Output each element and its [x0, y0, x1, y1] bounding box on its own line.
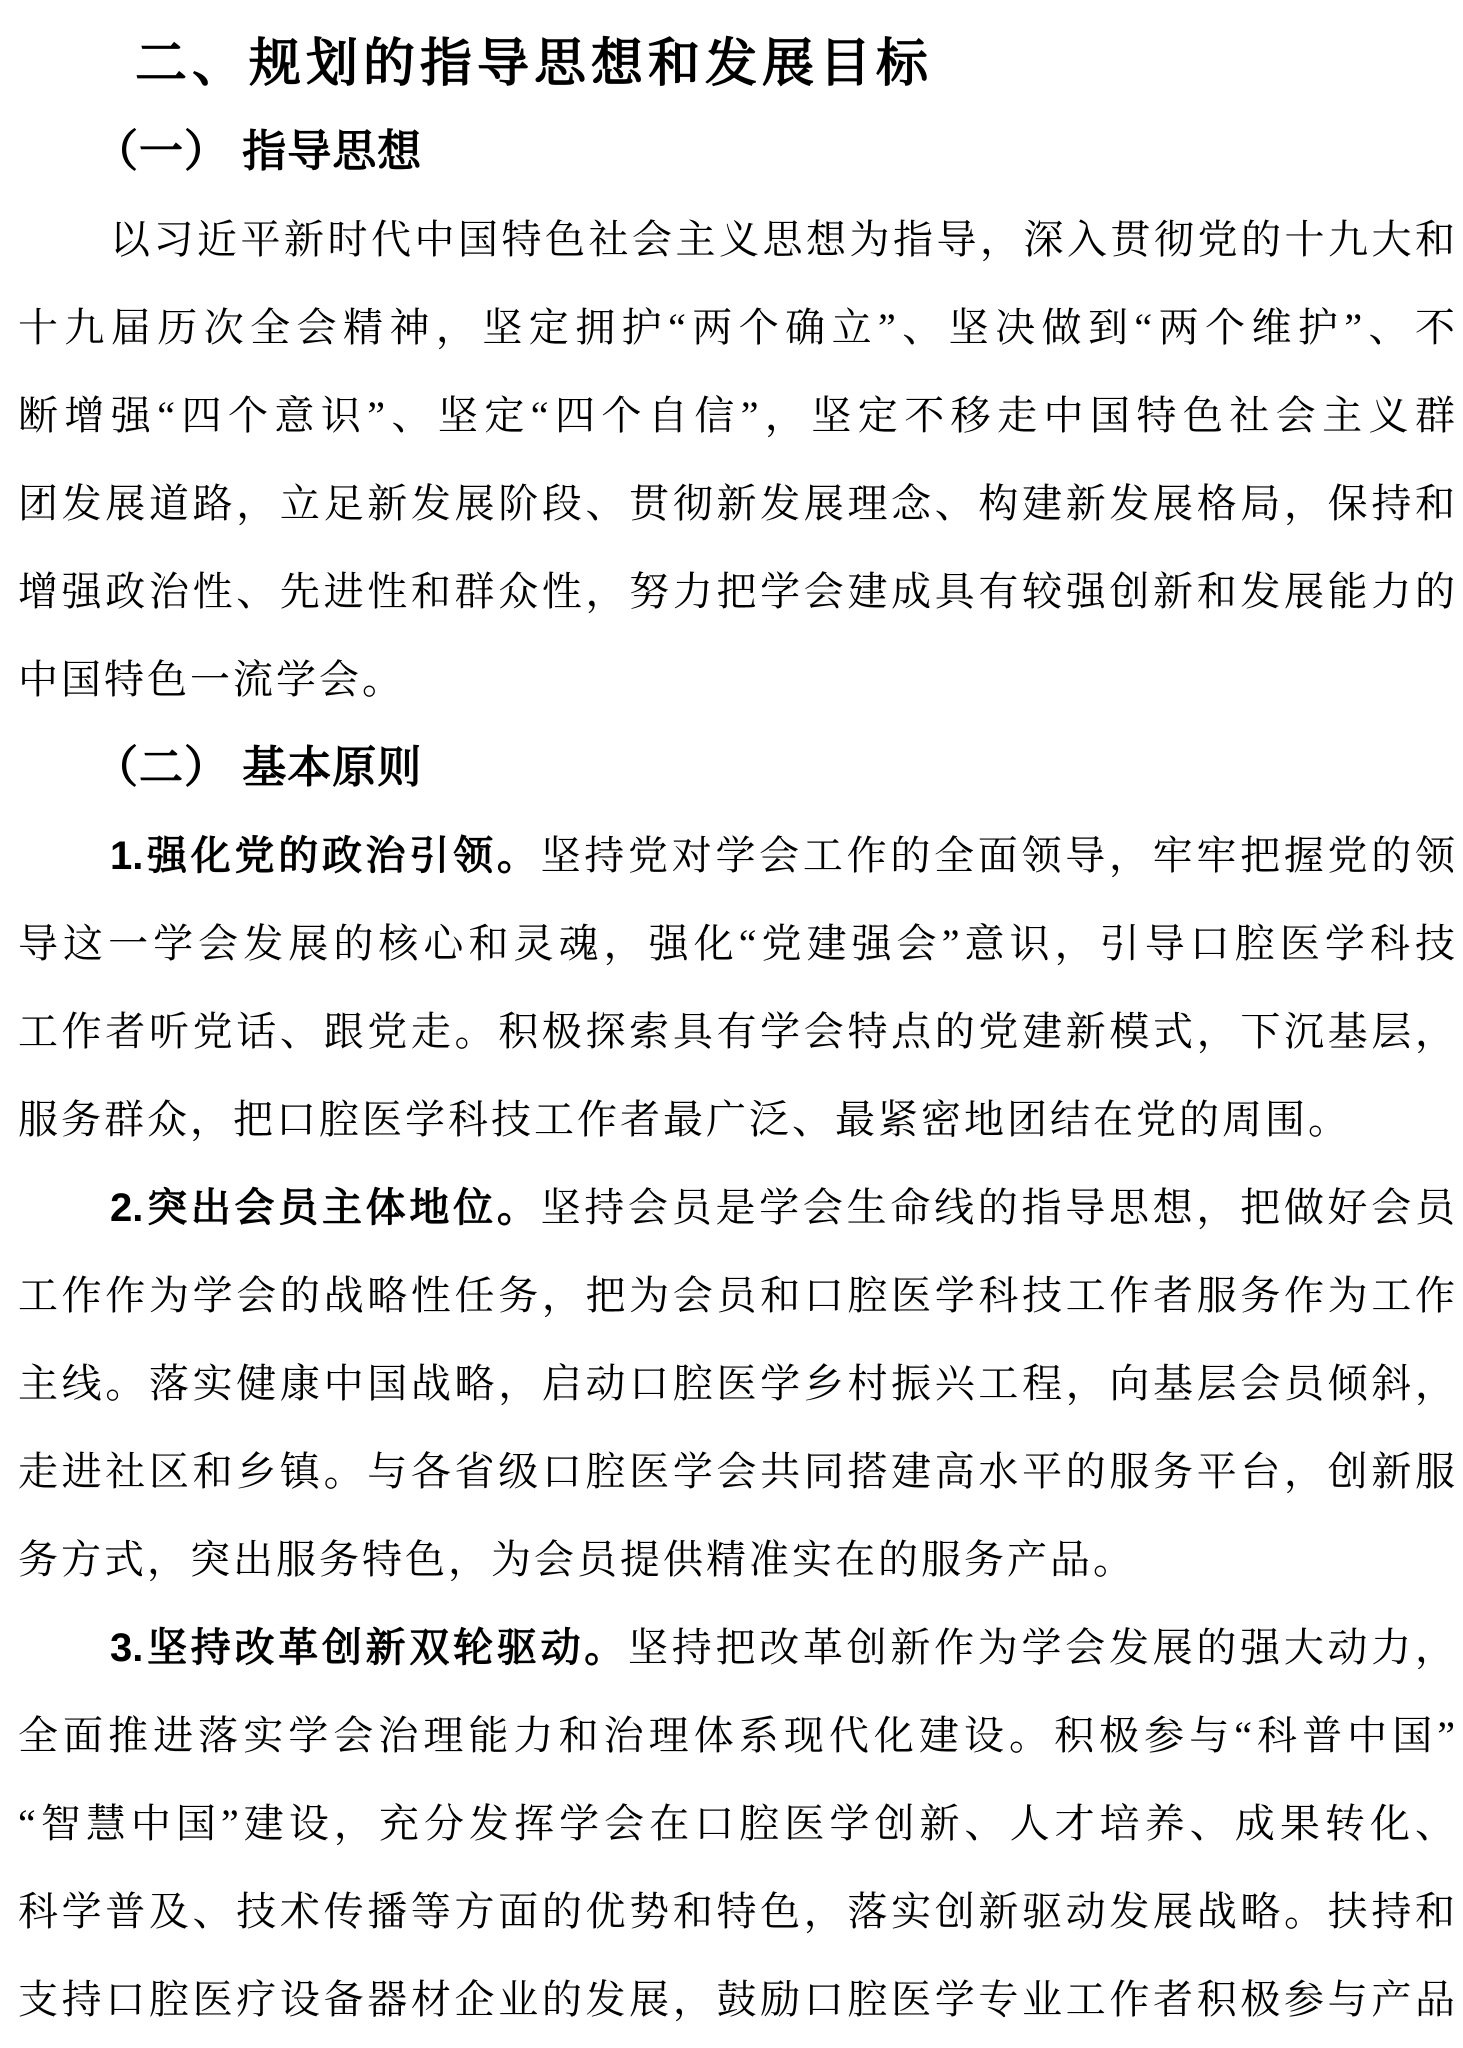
section-1-para-line-3: 断增强“四个意识”、坚定“四个自信”，坚定不移走中国特色社会主义群 — [18, 393, 1455, 438]
document-heading: 二、规划的指导思想和发展目标 — [135, 35, 934, 93]
principle-3-line-3: “智慧中国”建设，充分发挥学会在口腔医学创新、人才培养、成果转化、 — [18, 1801, 1455, 1846]
principle-1-line-4: 服务群众，把口腔医学科技工作者最广泛、最紧密地团结在党的周围。 — [18, 1097, 1351, 1142]
principle-2-line-5: 务方式，突出服务特色，为会员提供精准实在的服务产品。 — [18, 1537, 1136, 1582]
principle-1-line-1 — [0, 812, 1463, 900]
principle-3-line-1 — [0, 1604, 1463, 1692]
section-1-para-line-6: 中国特色一流学会。 — [18, 657, 405, 702]
principle-3-line-4: 科学普及、技术传播等方面的优势和特色，落实创新驱动发展战略。扶持和 — [18, 1889, 1455, 1934]
principle-1-line-1-text: 坚持党对学会工作的全面领导，牢牢把握党的领 — [540, 833, 1456, 878]
principle-3-lead: 3.坚持改革创新双轮驱动。 — [110, 1626, 629, 1670]
section-1-para-line-2: 十九届历次全会精神，坚定拥护“两个确立”、坚决做到“两个维护”、不 — [18, 305, 1455, 350]
principle-3-line-2: 全面推进落实学会治理能力和治理体系现代化建设。积极参与“科普中国” — [18, 1713, 1455, 1758]
principle-2-line-2: 工作作为学会的战略性任务，把为会员和口腔医学科技工作者服务作为工作 — [18, 1273, 1455, 1318]
section-1-para-line-5: 增强政治性、先进性和群众性，努力把学会建成具有较强创新和发展能力的 — [18, 569, 1455, 614]
section-1-title: （一） 指导思想 — [94, 127, 423, 176]
principle-3-line-1-text: 坚持把改革创新作为学会发展的强大动力， — [628, 1625, 1455, 1670]
section-1-para-line-1: 以习近平新时代中国特色社会主义思想为指导，深入贯彻党的十九大和 — [110, 217, 1455, 262]
principle-2-line-1-text: 坚持会员是学会生命线的指导思想，把做好会员 — [540, 1185, 1456, 1230]
principle-2-line-4: 走进社区和乡镇。与各省级口腔医学会共同搭建高水平的服务平台，创新服 — [18, 1449, 1455, 1494]
principle-1-line-2: 导这一学会发展的核心和灵魂，强化“党建强会”意识，引导口腔医学科技 — [18, 921, 1455, 966]
principle-2-lead: 2.突出会员主体地位。 — [110, 1186, 541, 1230]
principle-2-line-1 — [0, 1164, 1463, 1252]
principle-1-line-3: 工作者听党话、跟党走。积极探索具有学会特点的党建新模式，下沉基层， — [18, 1009, 1455, 1054]
principle-1-lead: 1.强化党的政治引领。 — [110, 834, 541, 878]
section-2-title: （二） 基本原则 — [94, 743, 423, 792]
section-1-para-line-4: 团发展道路，立足新发展阶段、贯彻新发展理念、构建新发展格局，保持和 — [18, 481, 1455, 526]
principle-2-line-3: 主线。落实健康中国战略，启动口腔医学乡村振兴工程，向基层会员倾斜， — [18, 1361, 1455, 1406]
principle-3-line-5: 支持口腔医疗设备器材企业的发展，鼓励口腔医学专业工作者积极参与产品 — [18, 1977, 1455, 2022]
